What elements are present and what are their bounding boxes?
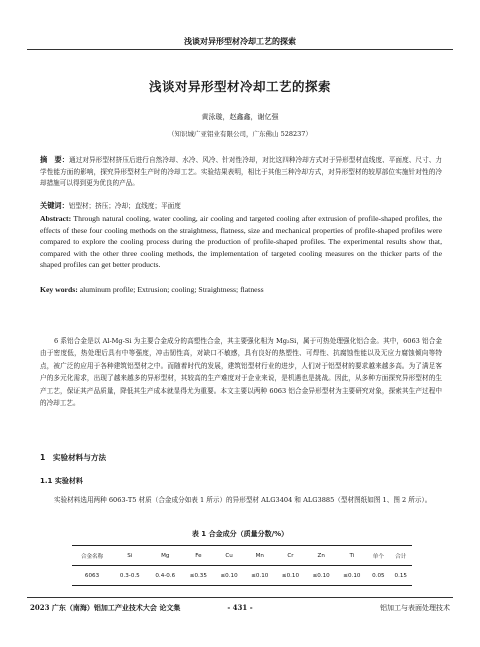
table-header-cell: Si <box>112 546 147 566</box>
footer-page-number: - 431 - <box>227 603 253 612</box>
table-header-cell: 单个 <box>367 546 389 566</box>
section-1-1-heading: 1.1 实验材料 <box>40 477 83 485</box>
table-cell: 6063 <box>72 566 112 586</box>
table-cell: ≤0.35 <box>183 566 214 586</box>
alloy-composition-table <box>72 545 412 586</box>
table-cell: 0.3-0.5 <box>112 566 147 586</box>
abstract-en-text: Through natural cooling, water cooling, air cooling and targeted cooling after extrusion of profile-shaped profiles, the effects of these four cooling methods on the straightness, flatness, size and mechanical properties of profile-shaped profiles were compared to explore the cooling process during the production of profile-shaped profiles. The experimental results show that, compared with the other three cooling methods, the implementation of targeted cooling measures on the thicker parts of the shaped profiles can get better products. <box>40 214 442 270</box>
keywords-en-text: aluminum profile; Extrusion; cooling; Straightness; flatness <box>77 285 264 294</box>
paper-affiliation: （知识城广亚铝业有限公司，广东佛山 528237） <box>168 130 312 138</box>
abstract-cn-text: 通过对异形型材挤压后进行自然冷却、水冷、风冷、针对性冷却，对比这四种冷却方式对于异形型材直线度、平面度、尺寸、力学性能方面的影响，探究异形型材生产时的冷却工艺。实验结果表明，相比于其他三种冷却方式，对异形型材的较厚部位实施针对性的冷却措施可以得到更为优良的产品。 <box>40 156 442 188</box>
abstract-en-label: Abstract: <box>40 214 72 223</box>
table-header-cell: Fe <box>183 546 214 566</box>
table-cell: 0.15 <box>390 566 412 586</box>
table-cell: ≤0.10 <box>306 566 337 586</box>
abstract-en <box>40 213 442 271</box>
paper-authors: 黄泳璇，赵鑫鑫，谢亿强 <box>201 113 279 121</box>
keywords-en <box>40 284 442 296</box>
table-header-cell: 合计 <box>390 546 412 566</box>
abstract-cn-label: 摘 要： <box>40 155 70 164</box>
section-1-1-text: 实验材料选用两种 6063-T5 材质（合金成分如表 1 所示）的异形型材 ALG3404 和 ALG3885（型材图纸如图 1、图 2 所示）。 <box>54 496 432 504</box>
abstract-cn <box>40 154 442 190</box>
header-rule <box>27 49 453 50</box>
keywords-cn-label: 关键词： <box>40 201 69 210</box>
keywords-cn <box>40 200 442 213</box>
intro-paragraph: 6 系铝合金是以 Al-Mg-Si 为主要合金成分的高塑性合金，其主要强化相为 Mg₂Si，属于可热处理强化铝合金。其中，6063 铝合金由于密度低，热处理后具有中等强度，冲击韧性高，对缺口不敏感，具有良好的热塑性、可焊性、抗腐蚀性能以及无应力腐蚀倾向等特点，被广泛的应用于各种建筑铝型材之中。而随着时代的发展，建筑铝型材行业的进步，人们对于铝型材的要求越来越多高。为了满足客户的多元化需求，出现了越来越多的异形型材，其较高的生产难度对于企业来说，是机遇也是挑战。因此，从多种方面探究异形型材的生产工艺，保证其产品质量，降低其生产成本就显得尤为重要。本文主要以两种 6063 铝合金异形型材为主要研究对象，探索其生产过程中的冷却工艺。 <box>40 337 442 408</box>
keywords-en-label: Key words: <box>40 285 78 294</box>
keywords-cn-text: 铝型材；挤压；冷却；直线度；平面度 <box>68 202 181 210</box>
footer-section: 铝加工与表面处理技术 <box>380 604 450 612</box>
table-cell: ≤0.10 <box>275 566 306 586</box>
table-header-cell: Ti <box>337 546 368 566</box>
table-header-cell: Cr <box>275 546 306 566</box>
paper-title: 浅谈对异形型材冷却工艺的探索 <box>148 79 331 94</box>
footer-proceedings: 2023 广东（南海）铝加工产业技术大会 论文集 <box>30 603 181 612</box>
running-header-title: 浅谈对异形型材冷却工艺的探索 <box>184 37 296 46</box>
table-cell: ≤0.10 <box>337 566 368 586</box>
table-cell: ≤0.10 <box>244 566 275 586</box>
footer-rule <box>27 597 453 598</box>
table-cell: ≤0.10 <box>214 566 245 586</box>
table-header-row <box>72 546 412 566</box>
table-header-cell: 合金名称 <box>72 546 112 566</box>
table-header-cell: Mn <box>244 546 275 566</box>
table-header-cell: Cu <box>214 546 245 566</box>
table-1-caption: 表 1 合金成分（质量分数/%） <box>191 530 289 538</box>
table-header-cell: Zn <box>306 546 337 566</box>
table-cell: 0.4-0.6 <box>148 566 183 586</box>
section-1-heading: 1 实验材料与方法 <box>40 453 107 462</box>
table-row <box>72 566 412 586</box>
table-cell: 0.05 <box>367 566 389 586</box>
table-header-cell: Mg <box>148 546 183 566</box>
